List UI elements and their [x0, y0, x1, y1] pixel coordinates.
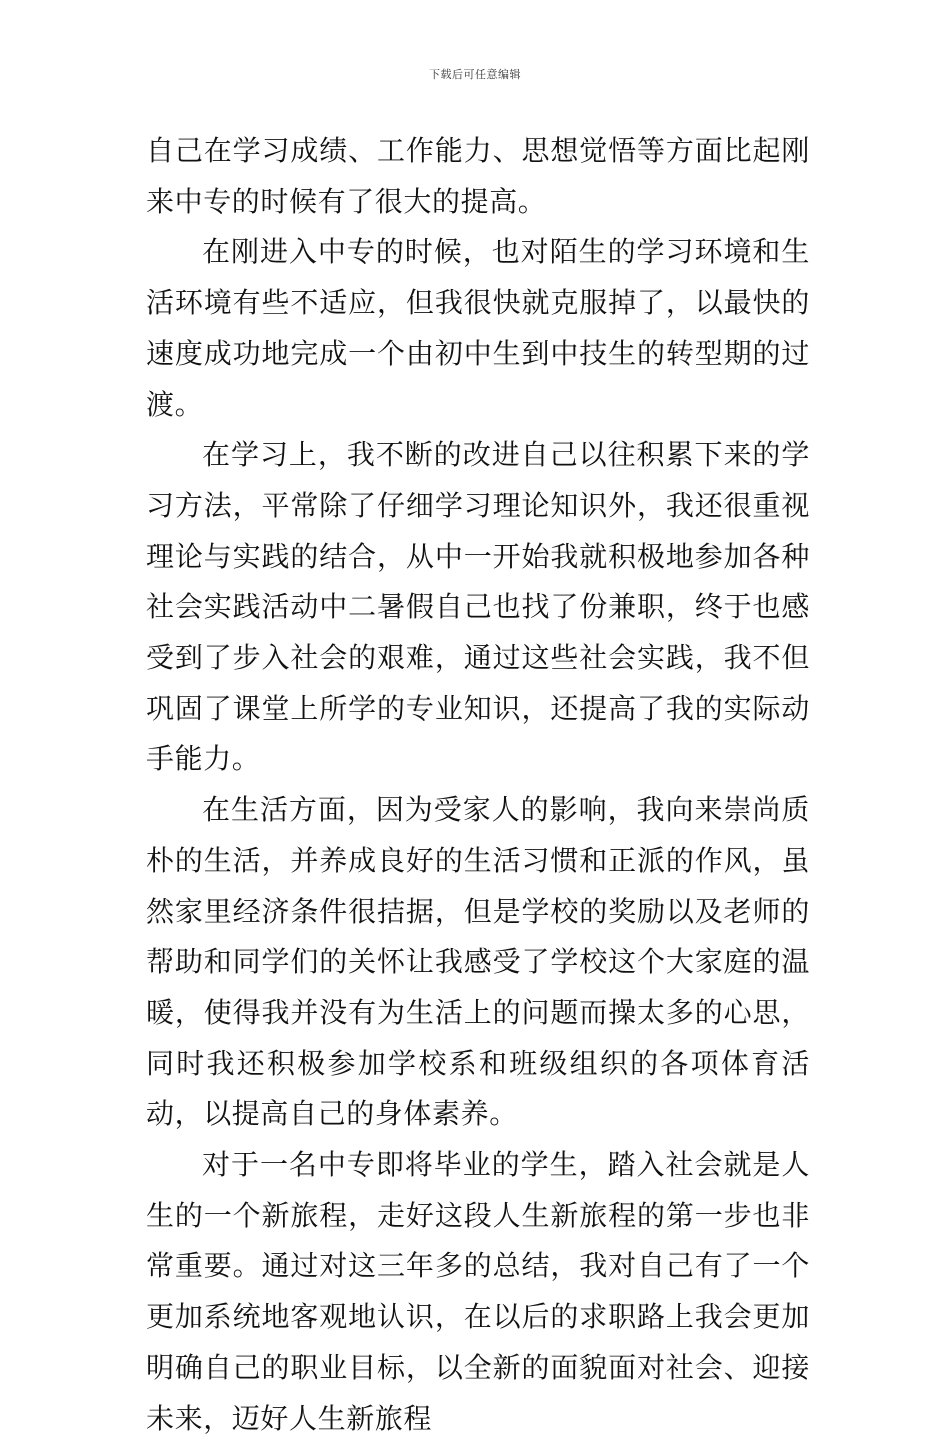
paragraph-study: 在学习上，我不断的改进自己以往积累下来的学习方法，平常除了仔细学习理论知识外，我还很重视理论与实践的结合，从中一开始我就积极地参加各种社会实践活动中二暑假自己也找了份兼职，终于也感受到了步入社会的艰难，通过这些社会实践，我不但巩固了课堂上所学的专业知识，还提高了我的实际动手能力。 — [146, 438, 810, 776]
document-body — [146, 126, 810, 1444]
paragraph-life: 在生活方面，因为受家人的影响，我向来崇尚质朴的生活，并养成良好的生活习惯和正派的作风，虽然家里经济条件很拮据，但是学校的奖励以及老师的帮助和同学们的关怀让我感受了学校这个大家庭的温暖，使得我并没有为生活上的问题而操太多的心思，同时我还积极参加学校系和班级组织的各项体育活动，以提高自己的身体素养。 — [146, 793, 810, 1131]
paragraph-future: 对于一名中专即将毕业的学生，踏入社会就是人生的一个新旅程，走好这段人生新旅程的第一步也非常重要。通过对这三年多的总结，我对自己有了一个更加系统地客观地认识，在以后的求职路上我会更加明确自己的职业目标，以全新的面貌面对社会、迎接未来，迈好人生新旅程 — [146, 1148, 810, 1435]
paragraph-continuation: 自己在学习成绩、工作能力、思想觉悟等方面比起刚来中专的时候有了很大的提高。 — [146, 134, 810, 218]
paragraph-adaptation: 在刚进入中专的时候，也对陌生的学习环境和生活环境有些不适应，但我很快就克服掉了，以最快的速度成功地完成一个由初中生到中技生的转型期的过渡。 — [146, 235, 810, 421]
header-note: 下载后可任意编辑 — [429, 68, 521, 81]
